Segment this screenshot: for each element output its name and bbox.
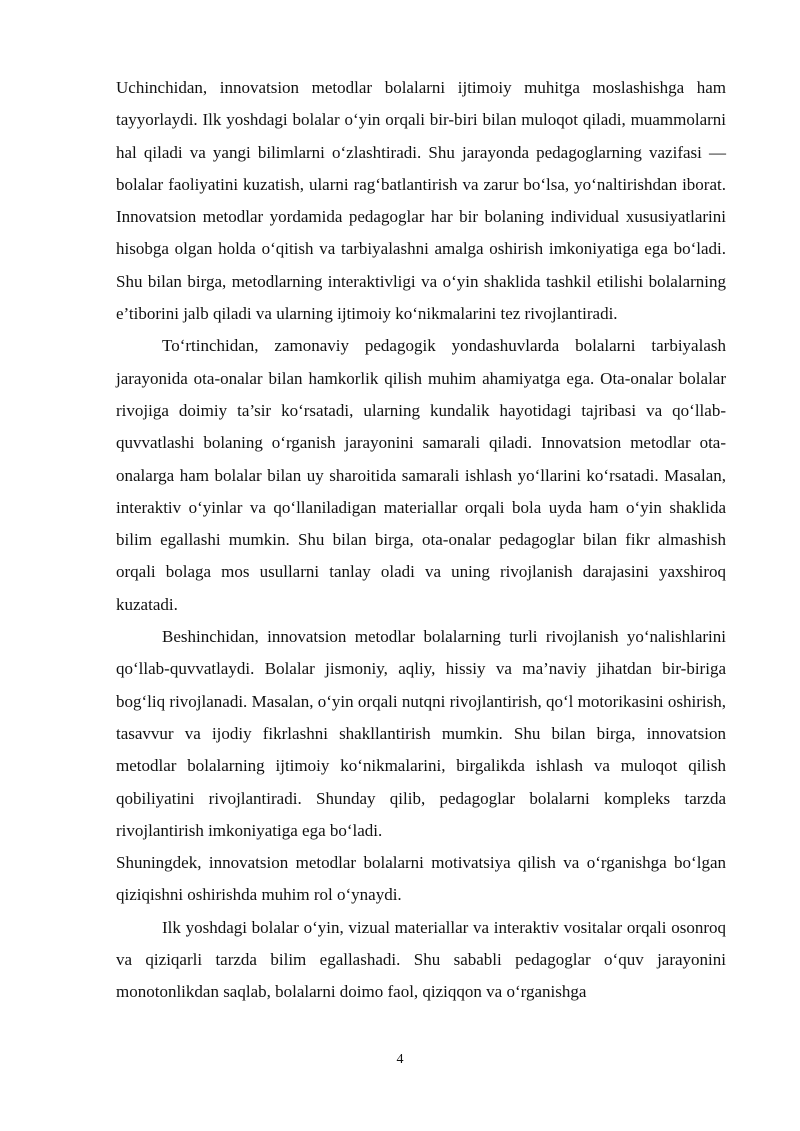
paragraph-tortinchidan: To‘rtinchidan, zamonaviy pedagogik yondashuvlarda bolalarni tarbiyalash jarayonida ota-onalar bilan hamkorlik qilish muhim ahamiyatga ega. Ota-onalar bolalar rivojiga doimiy ta’sir ko‘rsatadi, ularning kundalik hayotidagi tajribasi va qo‘llab-quvvatlashi bolaning o‘rganish jarayonini samarali qiladi. Innovatsion metodlar ota-onalarga ham bolalar bilan uy sharoitida samarali ishlash yo‘llarini ko‘rsatadi. Masalan, interaktiv o‘yinlar va qo‘llaniladigan materiallar orqali bola uyda ham o‘yin shaklida bilim egallashi mumkin. Shu bilan birga, ota-onalar pedagoglar bilan fikr almashish orqali bolaga mos usullarni tanlay oladi va uning rivojlanish darajasini yaxshiroq kuzatadi. (116, 336, 726, 614)
page-number: 4 (396, 1052, 404, 1067)
paragraph-beshinchidan: Beshinchidan, innovatsion metodlar bolalarning turli rivojlanish yo‘nalishlarini qo‘llab-quvvatlaydi. Bolalar jismoniy, aqliy, hissiy va ma’naviy jihatdan bir-biriga bog‘liq rivojlanadi. Masalan, o‘yin orqali nutqni rivojlantirish, qo‘l motorikasini oshirish, tasavvur va ijodiy fikrlashni shakllantirish mumkin. Shu bilan birga, innovatsion metodlar bolalarning ijtimoiy ko‘nikmalarini, birgalikda ishlash va muloqot qilish qobiliyatini rivojlantiradi. Shunday qilib, pedagoglar bolalarni kompleks tarzda rivojlantirish imkoniyatiga ega bo‘ladi. (116, 627, 726, 840)
paragraph-shuningdek: Shuningdek, innovatsion metodlar bolalarni motivatsiya qilish va o‘rganishga bo‘lgan qiziqishni oshirishda muhim rol o‘ynaydi. (116, 853, 726, 905)
paragraph-uchinchidan: Uchinchidan, innovatsion metodlar bolalarni ijtimoiy muhitga moslashishga ham tayyorlaydi. Ilk yoshdagi bolalar o‘yin orqali bir-biri bilan muloqot qiladi, muammolarni hal qiladi va yangi bilimlarni o‘zlashtiradi. Shu jarayonda pedagoglarning vazifasi — bolalar faoliyatini kuzatish, ularni rag‘batlantirish va zarur bo‘lsa, yo‘naltirishdan iborat. Innovatsion metodlar yordamida pedagoglar har bir bolaning individual xususiyatlarini hisobga olgan holda o‘qitish va tarbiyalashni amalga oshirish imkoniyatiga ega bo‘ladi. Shu bilan birga, metodlarning interaktivligi va o‘yin shaklida tashkil etilishi bolalarning e’tiborini jalb qiladi va ularning ijtimoiy ko‘nikmalarini tez rivojlantiradi. (116, 78, 726, 324)
document-body (116, 72, 726, 1009)
paragraph-ilk-yoshdagi: Ilk yoshdagi bolalar o‘yin, vizual materiallar va interaktiv vositalar orqali osonroq va qiziqarli tarzda bilim egallashadi. Shu sababli pedagoglar o‘quv jarayonini monotonlikdan saqlab, bolalarni doimo faol, qiziqqon va o‘rganishga (116, 917, 726, 1002)
